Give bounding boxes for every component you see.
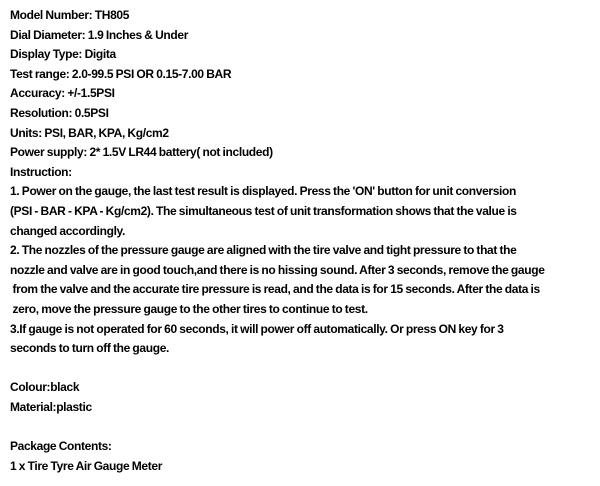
instruction-line: from the valve and the accurate tire pressure is read, and the data is for 15 seconds. After the data is <box>10 282 540 297</box>
instruction-heading: Instruction: <box>10 164 72 179</box>
attribute-colour: Colour:black <box>10 380 80 395</box>
attribute-material: Material:plastic <box>10 399 92 414</box>
instruction-line: 1. Power on the gauge, the last test result is displayed. Press the 'ON' button for unit conversion <box>10 184 516 199</box>
instruction-line: 3.If gauge is not operated for 60 seconds, it will power off automatically. Or press ON key for 3 <box>10 321 504 336</box>
spec-display-type: Display Type: Digita <box>10 47 116 62</box>
instruction-line: seconds to turn off the gauge. <box>10 341 170 356</box>
spec-resolution: Resolution: 0.5PSI <box>10 105 109 120</box>
spec-model: Model Number: TH805 <box>10 8 130 22</box>
package-item: 1 x Tire Tyre Air Gauge Meter <box>10 458 163 473</box>
spec-dial-diameter: Dial Diameter: 1.9 Inches & Under <box>10 27 189 42</box>
spacer <box>10 417 590 437</box>
spacer <box>10 359 590 379</box>
package-heading: Package Contents: <box>10 439 112 454</box>
instruction-line: zero, move the pressure gauge to the other tires to continue to test. <box>10 301 368 316</box>
instruction-line: nozzle and valve are in good touch,and there is no hissing sound. After 3 seconds, remove the gauge <box>10 262 545 277</box>
spec-units: Units: PSI, BAR, KPA, Kg/cm2 <box>10 125 169 140</box>
instruction-line: changed accordingly. <box>10 223 125 238</box>
instruction-line: (PSI - BAR - KPA - Kg/cm2). The simultaneous test of unit transformation shows that the value is <box>10 203 517 218</box>
spec-test-range: Test range: 2.0-99.5 PSI OR 0.15-7.00 BAR <box>10 66 232 81</box>
spec-accuracy: Accuracy: +/-1.5PSI <box>10 86 115 101</box>
spec-power-supply: Power supply: 2* 1.5V LR44 battery( not included) <box>10 145 273 160</box>
instruction-line: 2. The nozzles of the pressure gauge are aligned with the tire valve and tight pressure to that the <box>10 243 517 258</box>
